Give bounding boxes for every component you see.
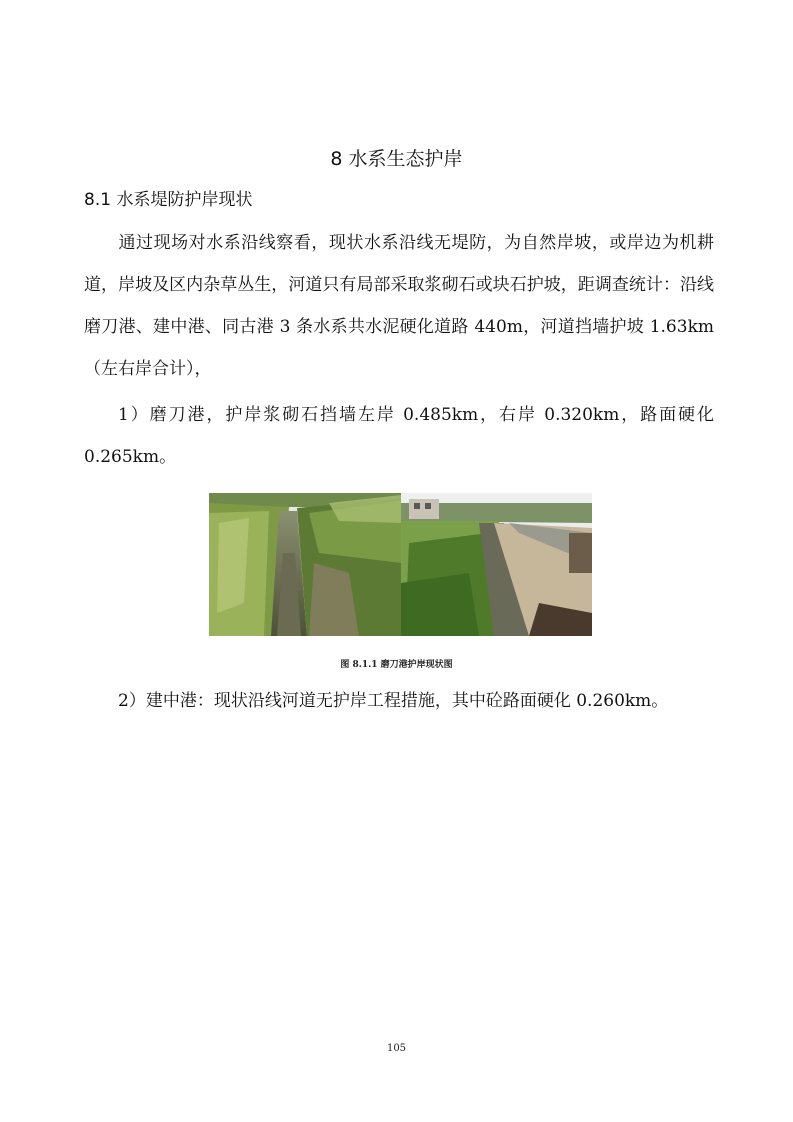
figure-caption: 图 8.1.1 磨刀港护岸现状图	[340, 660, 453, 670]
paragraph-jianzhonggang-text: 2）建中港：现状沿线河道无护岸工程措施，其中砼路面硬化 0.260km。	[118, 691, 669, 711]
figure-photo-modaogang	[209, 493, 592, 636]
page-number: 105	[386, 1043, 407, 1054]
photo-left	[209, 493, 401, 636]
paragraph-survey-text: 通过现场对水系沿线察看，现状水系沿线无堤防，为自然岸坡，或岸边为机耕道，岸坡及区内杂草丛生，河道只有局部采取浆砌石或块石护坡，距调查统计：沿线磨刀港、建中港、同古港 3 条水系共水泥硬化道路 440m，河道挡墙护坡 1.63km（左右岸合计），	[84, 233, 714, 379]
paragraph-modaogang-text: 1）磨刀港，护岸浆砌石挡墙左岸 0.485km，右岸 0.320km，路面硬化 0.265km。	[84, 405, 714, 467]
paragraph-modaogang	[84, 394, 714, 478]
paragraph-jianzhonggang	[84, 680, 714, 722]
chapter-title: 8 水系生态护岸	[330, 148, 463, 170]
photo-right	[401, 493, 592, 636]
section-title: 8.1 水系堤防护岸现状	[84, 190, 253, 210]
paragraph-survey	[84, 222, 714, 390]
